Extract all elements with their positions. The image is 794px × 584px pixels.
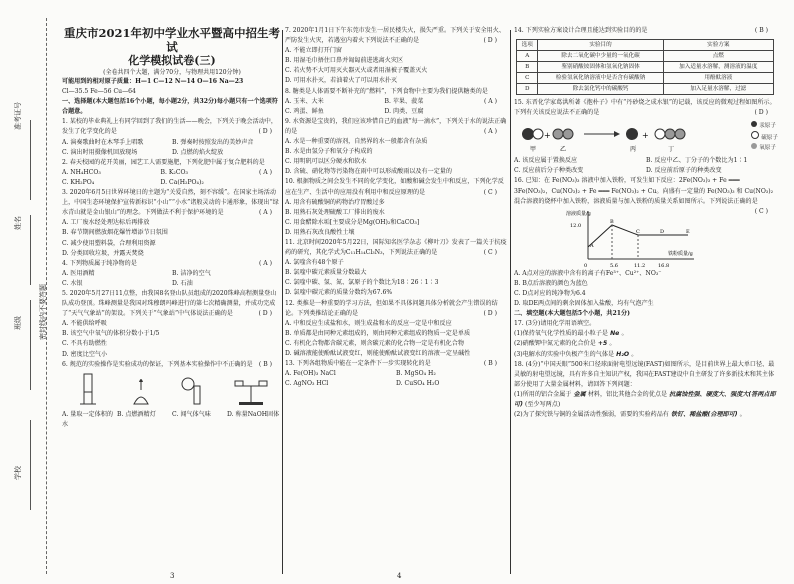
question-list [62, 117, 282, 369]
graph-point-label: B [610, 218, 615, 225]
graph-point-label: E [686, 228, 690, 235]
table-row [517, 62, 774, 73]
exam-no-label: 准考证号 [14, 102, 22, 130]
fill-answer: 铁钉、稀盐酸(合理即可) [668, 411, 740, 419]
section-heading: 一、选择题(本大题包括16个小题，每小题2分，共32分)每小题只有一个选项符合题意。 [62, 98, 278, 116]
q16-graph [514, 207, 755, 269]
svg-text:+: + [544, 131, 551, 141]
option: D. 可用水扑灭，若油着火了可以用水扑灭 [285, 77, 398, 85]
option: B. MgSO₄ H₂ [396, 370, 436, 378]
question-answer: ( A ) [258, 259, 272, 267]
question-stem [62, 289, 282, 319]
option: A. 不能供给呼吸 [62, 320, 107, 328]
question-options [285, 319, 507, 359]
option: C. 反应前后分子种类改变 [514, 167, 584, 175]
option: A. 玉米、大米 [285, 97, 324, 105]
option: A. 不能立即打开门窗 [285, 47, 343, 55]
option: D. 取DE两点间的剩余固体加入盐酸，均有气泡产生 [514, 300, 654, 308]
question-answer: ( D ) [258, 310, 272, 318]
question-text: 10. 根据物质之间会发生不同的化学变化，如酸和碱会发生中和反应，下列化学反应在生产、生活中的应用没有利用中和反应原理的是 [285, 178, 504, 196]
question-text: 8. 糖类是人体需要不断补充的“燃料”，下列食物中主要为我们提供糖类的是 [285, 87, 488, 95]
alcohol-lamp-figure [126, 372, 156, 408]
question-stem [62, 360, 282, 370]
q14-table [516, 39, 774, 95]
question-stem [285, 117, 507, 137]
fill-question: (3)电解水的实验中负极产生的气体是 [514, 350, 615, 358]
question-options [62, 138, 282, 158]
solution-mass-graph [564, 207, 704, 269]
fill-item [514, 390, 778, 410]
exam-no-line [30, 120, 31, 200]
question-options [285, 198, 507, 238]
q15-options [514, 156, 778, 176]
q6-options [62, 410, 282, 430]
question-stem [62, 188, 282, 218]
fill-answer: Ne [607, 330, 622, 338]
column-left [62, 26, 282, 430]
fill-answer: +5 [595, 340, 610, 348]
column-divider [282, 30, 283, 574]
q15-stem: 15. 东晋化学家葛洪所著《抱朴子》中有“丹砂烧之成水银”的记载，该反应的微观过程如图所示。下列有关该反应说法不正确的是 ( D ) [514, 98, 778, 118]
option: A. 用含有硫酸铜的药物治疗胃酸过多 [285, 198, 385, 206]
option: B. 用湿毛巾捂住口鼻并匍匐前进逃离火灾区 [285, 57, 404, 65]
graph-xtick: 0 [584, 262, 588, 269]
option: C. 用食醋除水垢[主要成分是Mg(OH)₂和CaCO₃] [285, 218, 420, 226]
option: C. 氯喹中碳、氢、氮、氯原子的个数比为18∶26∶1∶3 [285, 279, 439, 287]
question-answer: ( A ) [483, 97, 497, 105]
fill-end: 。 [631, 350, 638, 358]
table-cell: D [517, 84, 538, 95]
table-cell: B [517, 62, 538, 73]
option: B. 点燃酒精灯 [117, 410, 156, 418]
option: D. 含硫、硝化物等污染物在雨中可以形成酸雨以及有一定量的 [285, 168, 452, 176]
question-options [285, 97, 484, 117]
column-right [514, 26, 778, 420]
svg-text:+: + [642, 131, 649, 141]
question-text: 9. 水资源是宝贵的，我们应该珍惜自己的血液“每一滴水”，下列关于水的说法正确的是 [285, 117, 507, 135]
smell-gas-figure [178, 372, 208, 408]
label-ding: 丁 [668, 146, 675, 154]
option: A. 医用酒精 [62, 269, 95, 277]
option: D. 碱溶液能使酚酞试液变红，则能使酚酞试液变红的溶液一定呈碱性 [285, 350, 471, 357]
option: A. 该反应属于置换反应 [514, 157, 578, 165]
question-stem [285, 359, 507, 369]
question-options [285, 46, 507, 86]
q17-items [514, 329, 778, 359]
table-cell: 除去氯化钙中的碳酸钙 [538, 84, 663, 95]
option: C. 减少使用塑料袋，合理利用资源 [62, 239, 156, 247]
legend-mercury: 汞原子 [759, 123, 776, 130]
q16-stem: 16. 已知：在 Fe(NO₃)₃ 溶液中加入铁粉，可发生如下反应：2Fe(NO₃)₃ + Fe ═══ 3Fe(NO₃)₂，Cu(NO₃)₂ + Fe ═══ Fe(NO₃)₂ + Cu。向盛有一定量的 Fe(NO₃)₃ 和 Cu(NO₃)₂ 混合溶液的烧杯中加入铁粉，溶液质量与加入铁粉的质量关系如图所示。下列说法正确的是 ( C ) [514, 176, 778, 206]
graph-point-label: C [636, 228, 641, 235]
table-header: 实验目的 [538, 40, 663, 51]
legend-sulfur: 硫原子 [761, 135, 778, 142]
exam-note: (全卷共四个大题，满分70分，与物理共用120分钟) [103, 69, 241, 76]
graduated-cylinder-figure [73, 372, 103, 408]
option: A. 中和反应生成盐和水，则生成盐和水的反应一定是中和反应 [285, 319, 452, 327]
graph-xtick: 11.2 [634, 262, 646, 269]
question-stem [62, 117, 282, 137]
option: D. 石油 [172, 279, 193, 287]
table-cell: 加入足量水溶解，过滤 [663, 84, 773, 95]
q16-answer: ( C ) [754, 207, 768, 215]
question-options [62, 319, 282, 359]
option: B. 该空气中氧气的体积分数小于1/5 [62, 330, 160, 338]
question-answer: ( A ) [258, 209, 272, 217]
question-text: 13. 下列各组物质中能在一定条件下一步实现转化的是 [285, 360, 431, 368]
column-divider [510, 30, 511, 574]
fill-question: (1)所用的铝合金属于 [514, 390, 572, 398]
class-label: 班级 [14, 316, 22, 330]
fill-end: 。 [739, 411, 746, 419]
fill-end: 。 [609, 340, 616, 348]
table-row [517, 84, 774, 95]
table-header: 实验方案 [663, 40, 773, 51]
question-text: 3. 2020年6月5日世界环境日的主题为“关爱自然，刻不容缓”。在国家主场活动上，中国生态环境保护宣传新标识“小山”“小水”诸般灵动的卡通形象，体现出“绿水青山就是金山银山”的理念。下列做法不利于保护环境的是 [62, 189, 279, 217]
page-number: 3 [170, 572, 175, 580]
fill-end: 。 [621, 330, 628, 338]
question-answer: ( C ) [483, 249, 497, 257]
option: A. Fe(OH)₃ NaCl [285, 370, 336, 378]
table-row [517, 51, 774, 62]
fill-item [514, 329, 778, 339]
fill-question: (2)为了探究铁与铜的金属活动性强弱，需要的实验药品有 [514, 411, 669, 419]
option: D. CuSO₄ H₂O [396, 380, 440, 388]
option: B. 洁净的空气 [172, 269, 211, 277]
question-text: 4. 下列物质属于纯净物的是 [62, 259, 137, 267]
question-answer: ( D ) [258, 128, 272, 136]
q17-stem: 17. (3分)请用化学用语填空。 [514, 320, 596, 328]
q15-legend [751, 121, 778, 153]
q15-answer: ( D ) [754, 109, 768, 117]
q16-options [514, 269, 778, 309]
option: C. 演出时用摄像机回放现场 [62, 148, 138, 156]
graph-xlabel: 铁粉质量/g [668, 250, 694, 257]
option: B. K₂CO₃ [160, 168, 188, 176]
option: B. 弹奏时按照发出的美妙声音 [172, 138, 254, 146]
question-answer: ( C ) [483, 188, 497, 196]
option: A. A点对应的溶液中含有的离子有Fe³⁺、Cu²⁺、NO₃⁻ [514, 269, 662, 277]
reaction-diagram [514, 120, 704, 154]
question-text: 11. 北京时间2020年5月22日，国际知名医学杂志《柳叶刀》发表了一篇关于抗疫药的研究，其化学式为C₁₁H₁₄Cl₃N₃，下列说法正确的是 [285, 238, 507, 257]
question-stem [285, 26, 507, 46]
option: C. 不具有助燃性 [62, 340, 107, 348]
exam-title: 重庆市2021年初中学业水平暨高中招生考试 [63, 26, 280, 54]
label-jia: 甲 [530, 146, 537, 154]
table-cell: 加入适量水溶解，测溶液的温度 [663, 62, 773, 73]
option: B. B点后溶液的颜色为蓝色 [514, 279, 588, 287]
table-row [517, 73, 774, 84]
label-yi: 乙 [560, 146, 567, 154]
question-text: 2. 春天校园的花开美丽，园艺工人需要施肥，下列化肥中属于复合肥料的是 [62, 158, 265, 166]
table-cell: A [517, 51, 538, 62]
table-cell: 除去二氧化碳中少量的一氧化碳 [538, 51, 663, 62]
class-line [30, 300, 31, 390]
question-answer: ( A ) [483, 127, 497, 135]
question-stem [285, 238, 507, 258]
question-text: 5. 2020年5月27日11点整，由我国8名登山队员组成的2020珠峰高程测量登山队成功登顶。珠峰测量是我国对珠穆朗玛峰进行的第七次精确测量，并成功完成了“天气气象站”的架设。下列关于“气象站”中气体说法正确的是 [62, 289, 277, 318]
option: B. 氯喹中碳元素质量分数最大 [285, 269, 367, 277]
table-cell: 点燃 [663, 51, 773, 62]
option: C. 鸡蛋、鲜鱼 [285, 107, 324, 115]
option: D. 用熟石灰改良酸性土壤 [285, 228, 355, 236]
q14-stem: 14. 下列实验方案设计合理且能达到实验目的的是 ( B ) [514, 26, 778, 36]
atomic-mass-line: 可能用到的相对原子质量：H—1 C—12 N—14 O—16 Na—23 [62, 78, 244, 85]
option: D. 氯喹中碳元素的质量分数约为67.6% [285, 289, 393, 297]
option: D. 点燃的焰火绽放 [172, 148, 224, 156]
question-text: 6. 规范的实验操作是实验成功的保证，下列基本实验操作中不正确的是 [62, 360, 253, 368]
section-heading: 二、填空题(本大题包括5个小题，共21分) [514, 310, 630, 318]
question-options [62, 269, 282, 289]
option: D. 反应前后原子的种类改变 [646, 167, 722, 175]
question-answer: ( D ) [483, 309, 497, 317]
column-middle [285, 26, 507, 389]
option: B. 苹果、菠菜 [384, 97, 424, 105]
option: A. 演奏歌曲时在木琴手上唱歌 [62, 138, 144, 146]
option: B. 水是由氢分子和氧分子构成的 [285, 148, 373, 156]
table-cell: 用酚酞溶液 [663, 73, 773, 84]
name-label: 姓名 [14, 216, 22, 230]
question-text: 1. 某校的毕业典礼上有同学回到了我们的生活——晚会，下列关于晚会活动中，发生了化学变化的是 [62, 118, 277, 136]
fill-end: (至少写两点) [525, 400, 561, 408]
question-answer: ( A ) [258, 168, 272, 176]
question-options [285, 369, 507, 389]
option: C. KH₂PO₄ [62, 178, 95, 186]
question-stem [62, 259, 282, 269]
school-line [30, 420, 31, 510]
question-options [285, 258, 507, 298]
question-options [285, 137, 507, 177]
fill-question: (1)保持氧气化学性质的最小粒子是 [514, 330, 608, 338]
question-text: 12. 类推是一种重要的学习方法，但如果不具体问题具体分析就会产生错误的结论。下列类推结论正确的是 [285, 299, 498, 317]
graph-ylabel: 溶液质量/g [566, 210, 592, 217]
option: A. NH₄HCO₃ [62, 168, 101, 176]
fill-question: (2)硝酸钾中氮元素的化合价是 [514, 340, 596, 348]
question-list [285, 26, 507, 389]
q18-items [514, 390, 778, 420]
fill-item [514, 410, 778, 420]
question-answer: ( D ) [483, 37, 497, 45]
exam-subtitle: 化学模拟试卷(三) [128, 54, 216, 67]
option: C. 有机化合物都含碳元素，则含碳元素的化合物一定是有机化合物 [285, 339, 464, 347]
option: C. 水银 [62, 279, 83, 287]
option: A. 工厂废水经处理达标后再排放 [62, 219, 150, 227]
seal-warning: 密封线内不要答题 [39, 284, 47, 340]
question-stem [285, 177, 507, 197]
option: D. 密度比空气小 [62, 350, 108, 358]
table-cell: C [517, 73, 538, 84]
graph-ytick: 12.0 [570, 222, 582, 229]
q15-figure [514, 120, 778, 154]
school-label: 学校 [14, 466, 22, 480]
option: C. 闻气体气味 [172, 410, 211, 418]
fill-item [514, 350, 778, 360]
legend-oxygen: 氧原子 [759, 145, 776, 152]
option: C. AgNO₃ HCl [285, 380, 329, 388]
q18-stem: 18. (4分)“中国天眼”500米口径球面射电望远镜(FAST)如图所示，是目前世界上最大单口径、最灵敏的射电望远镜，具有许多自主知识产权，我国在FAST建设中自主研发了许多新技术和其主体部分使用了大量金属材料，请回答下列问题： [514, 360, 775, 388]
option: D. 肉类、豆腐 [384, 107, 424, 115]
fill-answer: H₂O [614, 350, 632, 358]
page-number: 4 [397, 572, 402, 580]
option: B. 春节期间燃放烟花爆竹增添节日氛围 [62, 229, 168, 237]
atomic-mass-line: Cl—35.5 Fe—56 Cu—64 [62, 88, 136, 96]
graph-point-label: D [660, 228, 665, 235]
name-line [30, 215, 31, 285]
table-header: 选项 [517, 40, 538, 51]
label-bing: 丙 [630, 146, 637, 154]
graph-xtick: 16.8 [658, 262, 670, 269]
fill-answer: 金属 [571, 390, 588, 398]
option: A. 水是一种重要的溶剂，自然界的水一般都含有杂质 [285, 138, 428, 146]
option: C. D点对应的纯净物为6.4 [514, 289, 586, 297]
question-options [62, 218, 282, 258]
table-cell: 检验氢氧化钠溶液中是否含有碳酸钠 [538, 73, 663, 84]
question-answer: ( B ) [483, 360, 497, 368]
option: B. 用熟石灰处理硫酸工厂排出的废水 [285, 208, 385, 216]
question-options [62, 168, 259, 188]
table-cell: 鉴别硝酸铵固体和氢氧化钠固体 [538, 62, 663, 73]
option: B. 反应中乙、丁分子的个数比为1∶1 [646, 157, 748, 165]
balance-figure [231, 372, 271, 408]
option: C. 用明矾可以区分硬水和软水 [285, 158, 367, 166]
option: A. 量取一定体积的水 [62, 410, 113, 428]
fill-end: 材料，铝比其他合金的优点是 [587, 390, 668, 398]
graph-point-label: A [590, 242, 594, 249]
binding-margin [0, 0, 60, 584]
option: D. 分类回收垃圾，并露天焚烧 [62, 249, 144, 257]
fill-item [514, 339, 778, 349]
option: B. 单质都是由同种元素组成的，则由同种元素组成的物质一定是单质 [285, 329, 471, 337]
question-text: 7. 2020年1月1日下午东莞市发生一居民楼失火，损失严重。下列关于安全用火、严防发生火灾，若遇室内着火下列说法不正确的是 [285, 27, 505, 45]
q14-answer: ( B ) [754, 27, 768, 34]
option: A. 氯喹含有48个原子 [285, 259, 344, 267]
option: C. 若火势不大可用灭火器灭火或者用湿被子覆盖灭火 [285, 67, 428, 75]
graph-xtick: 5.6 [610, 262, 619, 269]
option: D. 称量NaOH固体 [227, 410, 280, 418]
fill-answer: 抗腐蚀性强、硬度大、强度大(答两点即可) [514, 390, 776, 408]
option: D. Ca(H₂PO₄)₂ [160, 178, 204, 186]
question-answer: ( B ) [258, 360, 272, 368]
q6-figures [62, 372, 282, 408]
question-stem [285, 299, 507, 319]
